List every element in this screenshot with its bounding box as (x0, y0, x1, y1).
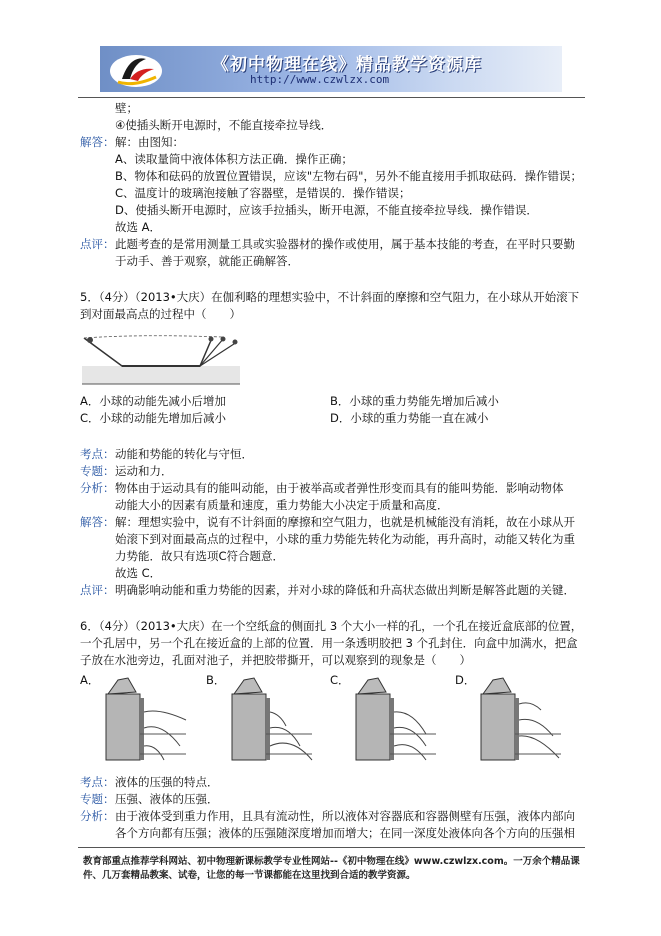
q4-answer-line: C、温度计的玻璃泡接触了容器壁，是错误的．操作错误； (115, 186, 411, 200)
q5-kaodian-label: 考点： (80, 447, 115, 461)
option-text: 小球的动能先减小后增加 (99, 394, 226, 408)
q6-zhuanti-label: 专题： (80, 792, 115, 806)
banner-title: 《初中物理在线》精品教学资源库 (212, 55, 482, 75)
q6-stem-line: 一个孔居中，另一个孔在接近盒的上部的位置．用一条透明胶把 3 个孔封住．向盒中加满水，把盒 (80, 636, 578, 650)
q6-stem-line: 子放在水池旁边，孔面对池子，并把胶带撕开，可以观察到的现象是（ ） (80, 653, 471, 667)
q4-answer-line: 故选 A． (115, 220, 162, 234)
site-logo-icon (108, 49, 164, 89)
q4-comment-line: 于动手、善于观察，就能正确解答． (115, 254, 299, 268)
q6-figure-c (350, 674, 438, 762)
q5-option-c (80, 410, 226, 426)
banner-url[interactable]: http://www.czwlzx.com (250, 73, 390, 86)
q6-fenxi-label: 分析： (80, 809, 115, 823)
q4-tail-line0: 壁； (115, 101, 138, 115)
q6-kaodian-label: 考点： (80, 775, 115, 789)
q5-option-a (80, 393, 226, 409)
q5-fenxi-line: 动能大小的因素有质量和速度，重力势能大小决定于质量和高度． (115, 498, 449, 512)
option-letter: C． (80, 411, 100, 425)
q4-answer-label: 解答： (80, 135, 115, 149)
page-footer: 教育部重点推荐学科网站、初中物理新课标教学专业性网站--《初中物理在线》www.czwlzx.com。一万余个精品课件、几万套精品教案、试卷，让您的每一节课都能在这里找到合适的教学资源。 (83, 856, 580, 881)
option-letter: A． (80, 394, 100, 408)
option-letter: B． (330, 394, 350, 408)
q5-option-d (330, 410, 488, 426)
q6-figure-d (475, 674, 563, 762)
q5-zhuanti: 运动和力． (115, 464, 173, 478)
q5-fenxi-label: 分析： (80, 481, 115, 495)
q5-jieda-line: 力势能．故只有选项C符合题意． (115, 549, 285, 563)
q5-kaodian: 动能和势能的转化与守恒． (115, 447, 253, 461)
q4-comment-line: 此题考查的是常用测量工具或实验器材的操作或使用，属于基本技能的考查，在平时只要勤 (115, 237, 575, 251)
q6-option-b-letter: B． (206, 673, 226, 687)
q4-answer-line: D、使插头断开电源时，应该手拉插头，断开电源，不能直接牵拉导线．操作错误． (115, 203, 538, 217)
q5-zhuanti-label: 专题： (80, 464, 115, 478)
q6-option-c-letter: C． (330, 673, 350, 687)
q6-zhuanti: 压强、液体的压强． (115, 792, 219, 806)
footer-rule (78, 847, 585, 848)
option-text: 小球的动能先增加后减小 (99, 411, 227, 425)
q4-answer-line: B、物体和砝码的放置位置错误，应该"左物右码"，另外不能直接用手抓取砝码．操作错误； (115, 169, 582, 183)
q6-figure-a (100, 674, 188, 762)
q6-stem-line: 6．（4分）（2013•大庆）在一个空纸盒的侧面扎 3 个大小一样的孔，一个孔在接近盒底部的位置， (80, 619, 583, 633)
q6-option-a-letter: A． (80, 673, 100, 687)
q5-jieda-line: 始滚下到对面最高点的过程中，小球的重力势能先转化为动能，再升高时，动能又转化为重 (115, 532, 575, 546)
q5-jieda-label: 解答： (80, 515, 115, 529)
option-text: 小球的重力势能一直在减小 (350, 411, 489, 425)
q6-option-d-letter: D． (455, 673, 476, 687)
q5-jieda-line: 解：理想实验中，说有不计斜面的摩擦和空气阻力，也就是机械能没有消耗，故在小球从开 (115, 515, 575, 529)
q4-answer-line: 解：由图知： (115, 135, 184, 149)
q6-figure-b (226, 674, 314, 762)
option-text: 小球的重力势能先增加后减小 (349, 394, 499, 408)
option-letter: D． (330, 411, 351, 425)
q5-stem-line: 5．（4分）（2013•大庆）在伽利略的理想实验中，不计斜面的摩擦和空气阻力，在小球从开始滚下 (80, 290, 580, 304)
q5-stem-line: 到对面最高点的过程中（ ） (80, 307, 241, 321)
q6-fenxi-line: 由于液体受到重力作用，且具有流动性，所以液体对容器底和容器侧壁有压强，液体内部向 (115, 809, 575, 823)
q5-jieda-line: 故选 C． (115, 566, 162, 580)
q4-tail-line1: ④使插头断开电源时，不能直接牵拉导线． (115, 118, 333, 132)
q5-dianping: 明确影响动能和重力势能的因素，并对小球的降低和升高状态做出判断是解答此题的关键． (115, 583, 575, 597)
q6-fenxi-line: 各个方向都有压强；液体的压强随深度增加而增大；在同一深度处液体向各个方向的压强相 (115, 826, 575, 840)
q5-dianping-label: 点评： (80, 583, 115, 597)
site-banner (100, 46, 562, 92)
galileo-ramp-figure (82, 330, 242, 386)
q5-fenxi-line: 物体由于运动具有的能叫动能，由于被举高或者弹性形变而具有的能叫势能．影响动物体 (115, 481, 564, 495)
q4-answer-line: A、读取量筒中液体体积方法正确．操作正确； (115, 152, 353, 166)
q4-comment-label: 点评： (80, 237, 115, 251)
q5-option-b (330, 393, 499, 409)
q6-kaodian: 液体的压强的特点． (115, 775, 219, 789)
header-rule (78, 97, 585, 98)
